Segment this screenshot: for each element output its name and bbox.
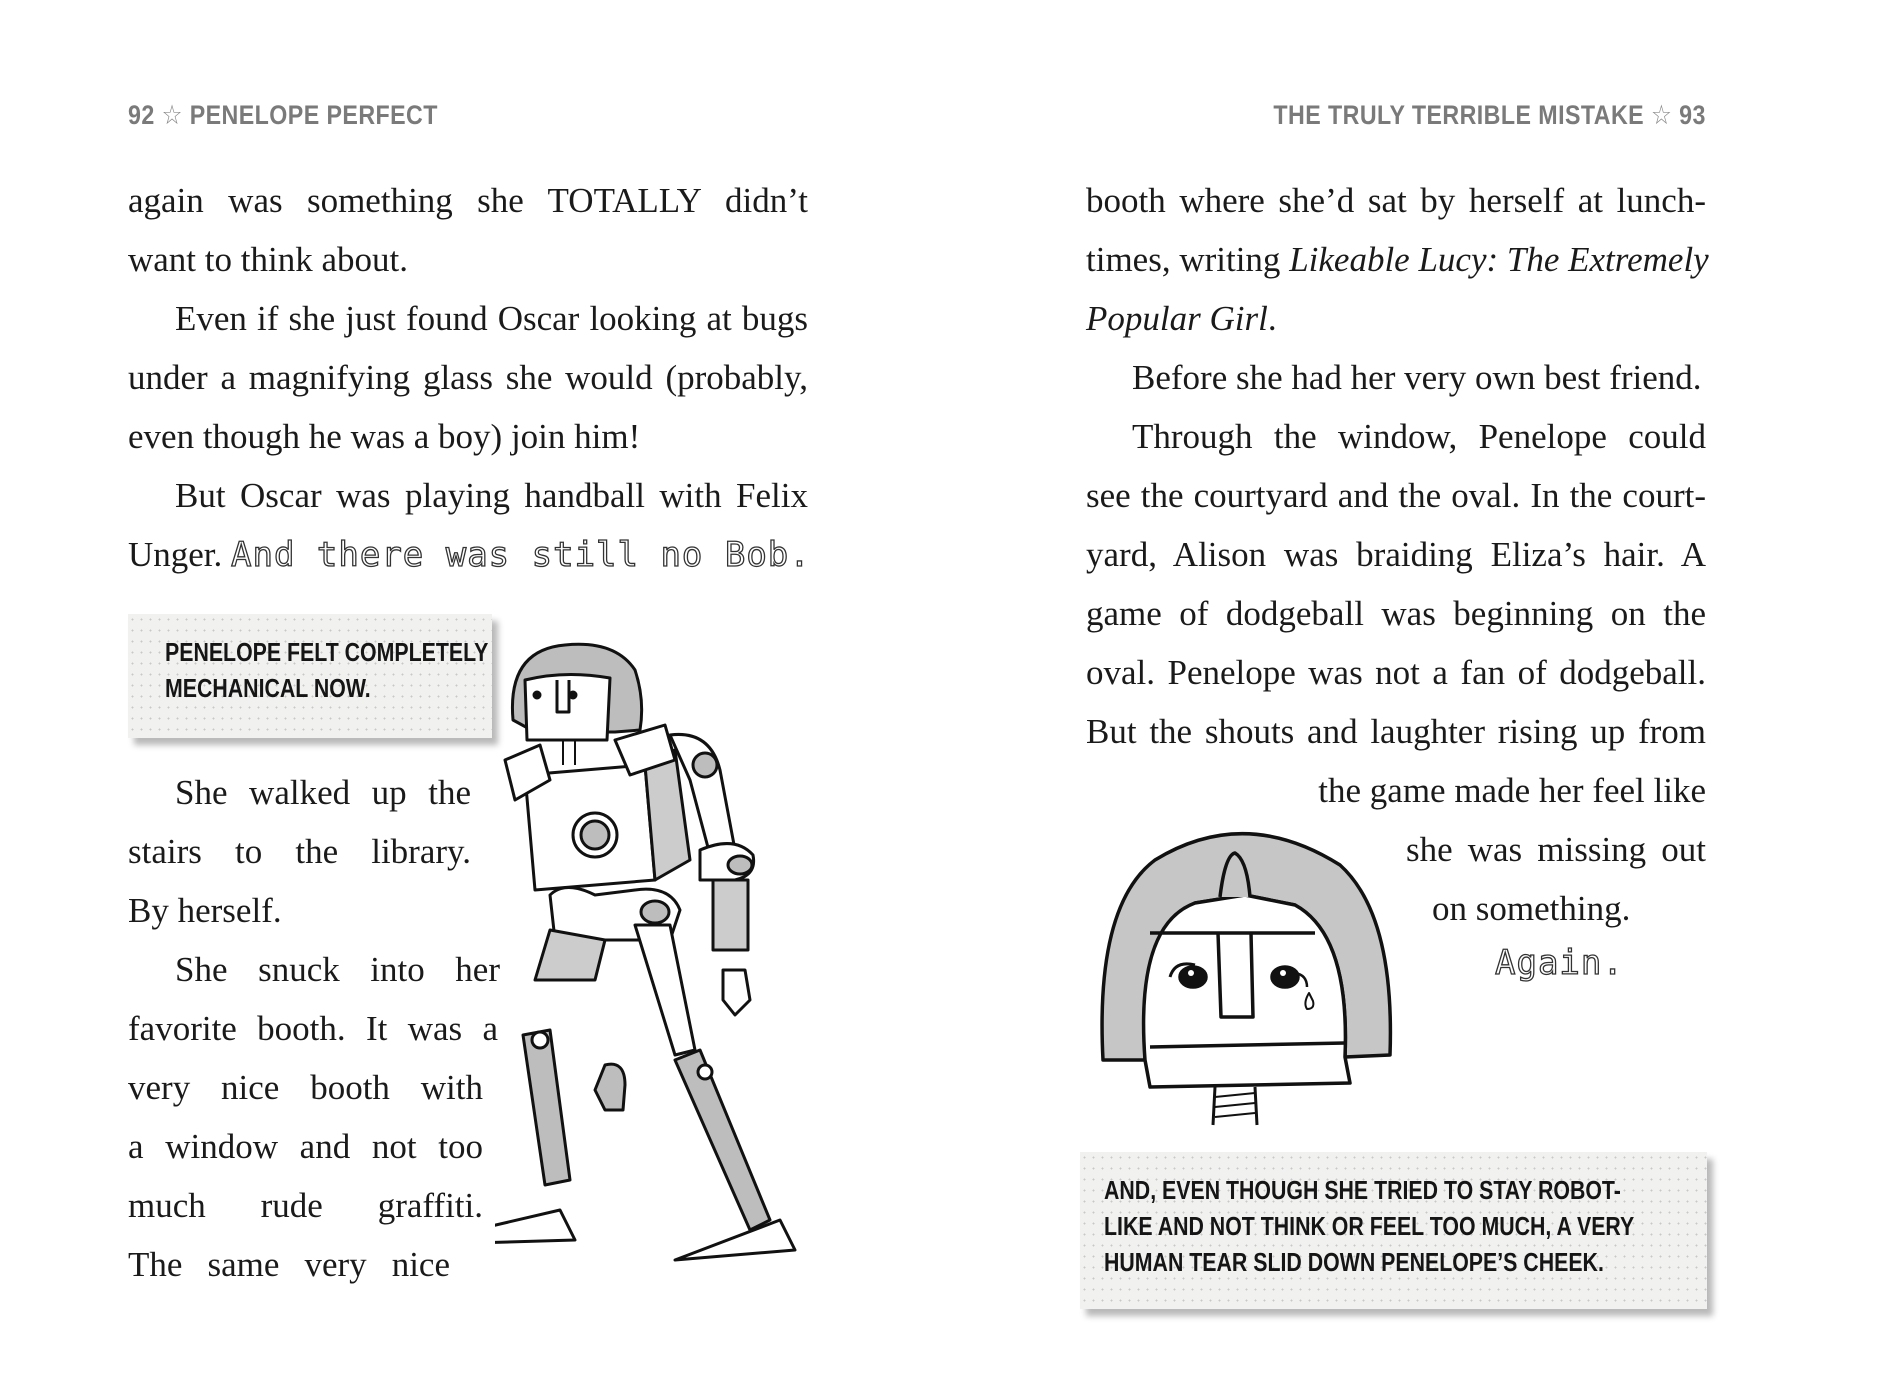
text-fragment: times, writing [1086,240,1290,279]
text-line: She snuck into her [175,950,500,989]
walking-robot-illustration [495,640,835,1280]
caption-line: HUMAN TEAR SLID DOWN PENELOPE’S CHEEK. [1104,1247,1604,1277]
left-page [0,0,940,1400]
text-line: game of dodgeball was beginning on the [1086,594,1706,633]
running-head-left [128,100,438,131]
text-line: She walked up the [175,773,471,812]
text-line: booth where she’d sat by herself at lunch- [1086,181,1706,220]
text-line: see the courtyard and the oval. In the court- [1086,476,1706,515]
text-line [1086,301,1277,336]
chapter-title: THE TRULY TERRIBLE MISTAKE [1273,100,1645,130]
text-line: Before she had her very own best friend. [1132,358,1702,397]
text-line: a window and not too [128,1127,483,1166]
crying-robot-head-illustration [1095,825,1395,1135]
text-line: on something. [1432,889,1631,928]
page-number: 93 [1679,100,1706,130]
caption-line: LIKE AND NOT THINK OR FEEL TOO MUCH, A VERY [1104,1211,1635,1241]
text-line: But Oscar was playing handball with Felix [175,476,808,515]
text-line: much rude graffiti. [128,1186,483,1225]
text-line: she was missing out [1406,830,1706,869]
page-number: 92 [128,100,155,130]
text-line: Through the window, Penelope could [1132,417,1706,456]
text-line [128,535,811,575]
right-page [940,0,1881,1400]
handwritten-text: And there was still no Bob. [231,535,811,575]
caption-line: AND, EVEN THOUGH SHE TRIED TO STAY ROBOT- [1104,1175,1621,1205]
text-line: The same very nice [128,1245,450,1284]
text-fragment: . [1267,299,1277,338]
text-line: favorite booth. It was a [128,1009,498,1048]
text-line: very nice booth with [128,1068,483,1107]
handwritten-text: Again. [1495,943,1624,983]
text-line: By herself. [128,891,282,930]
text-line: oval. Penelope was not a fan of dodgeball. [1086,653,1706,692]
text-line: stairs to the library. [128,832,471,871]
book-title: PENELOPE PERFECT [189,100,438,130]
book-title-italic: Likeable Lucy: The Extremely [1289,240,1709,279]
text-line: under a magnifying glass she would (probably, [128,358,808,397]
text-line: even though he was a boy) join him! [128,417,641,456]
text-line: Even if she just found Oscar looking at bugs [175,299,808,338]
book-title-italic: Popular Girl [1086,299,1268,338]
running-head-right [1274,100,1706,131]
text-fragment: Unger. [128,535,223,574]
caption-line: PENELOPE FELT COMPLETELY [165,637,489,667]
text-line [1086,240,1709,279]
text-line: yard, Alison was braiding Eliza’s hair. A [1086,535,1706,574]
text-line: But the shouts and laughter rising up from [1086,712,1706,751]
text-line: again was something she TOTALLY didn’t [128,181,808,220]
text-line: the game made her feel like [1318,771,1706,810]
text-line: want to think about. [128,240,408,279]
star-icon: ☆ [161,100,183,130]
caption-box [1080,1152,1707,1309]
caption-line: MECHANICAL NOW. [165,673,371,703]
caption-box [128,614,492,738]
star-icon: ☆ [1651,100,1673,130]
